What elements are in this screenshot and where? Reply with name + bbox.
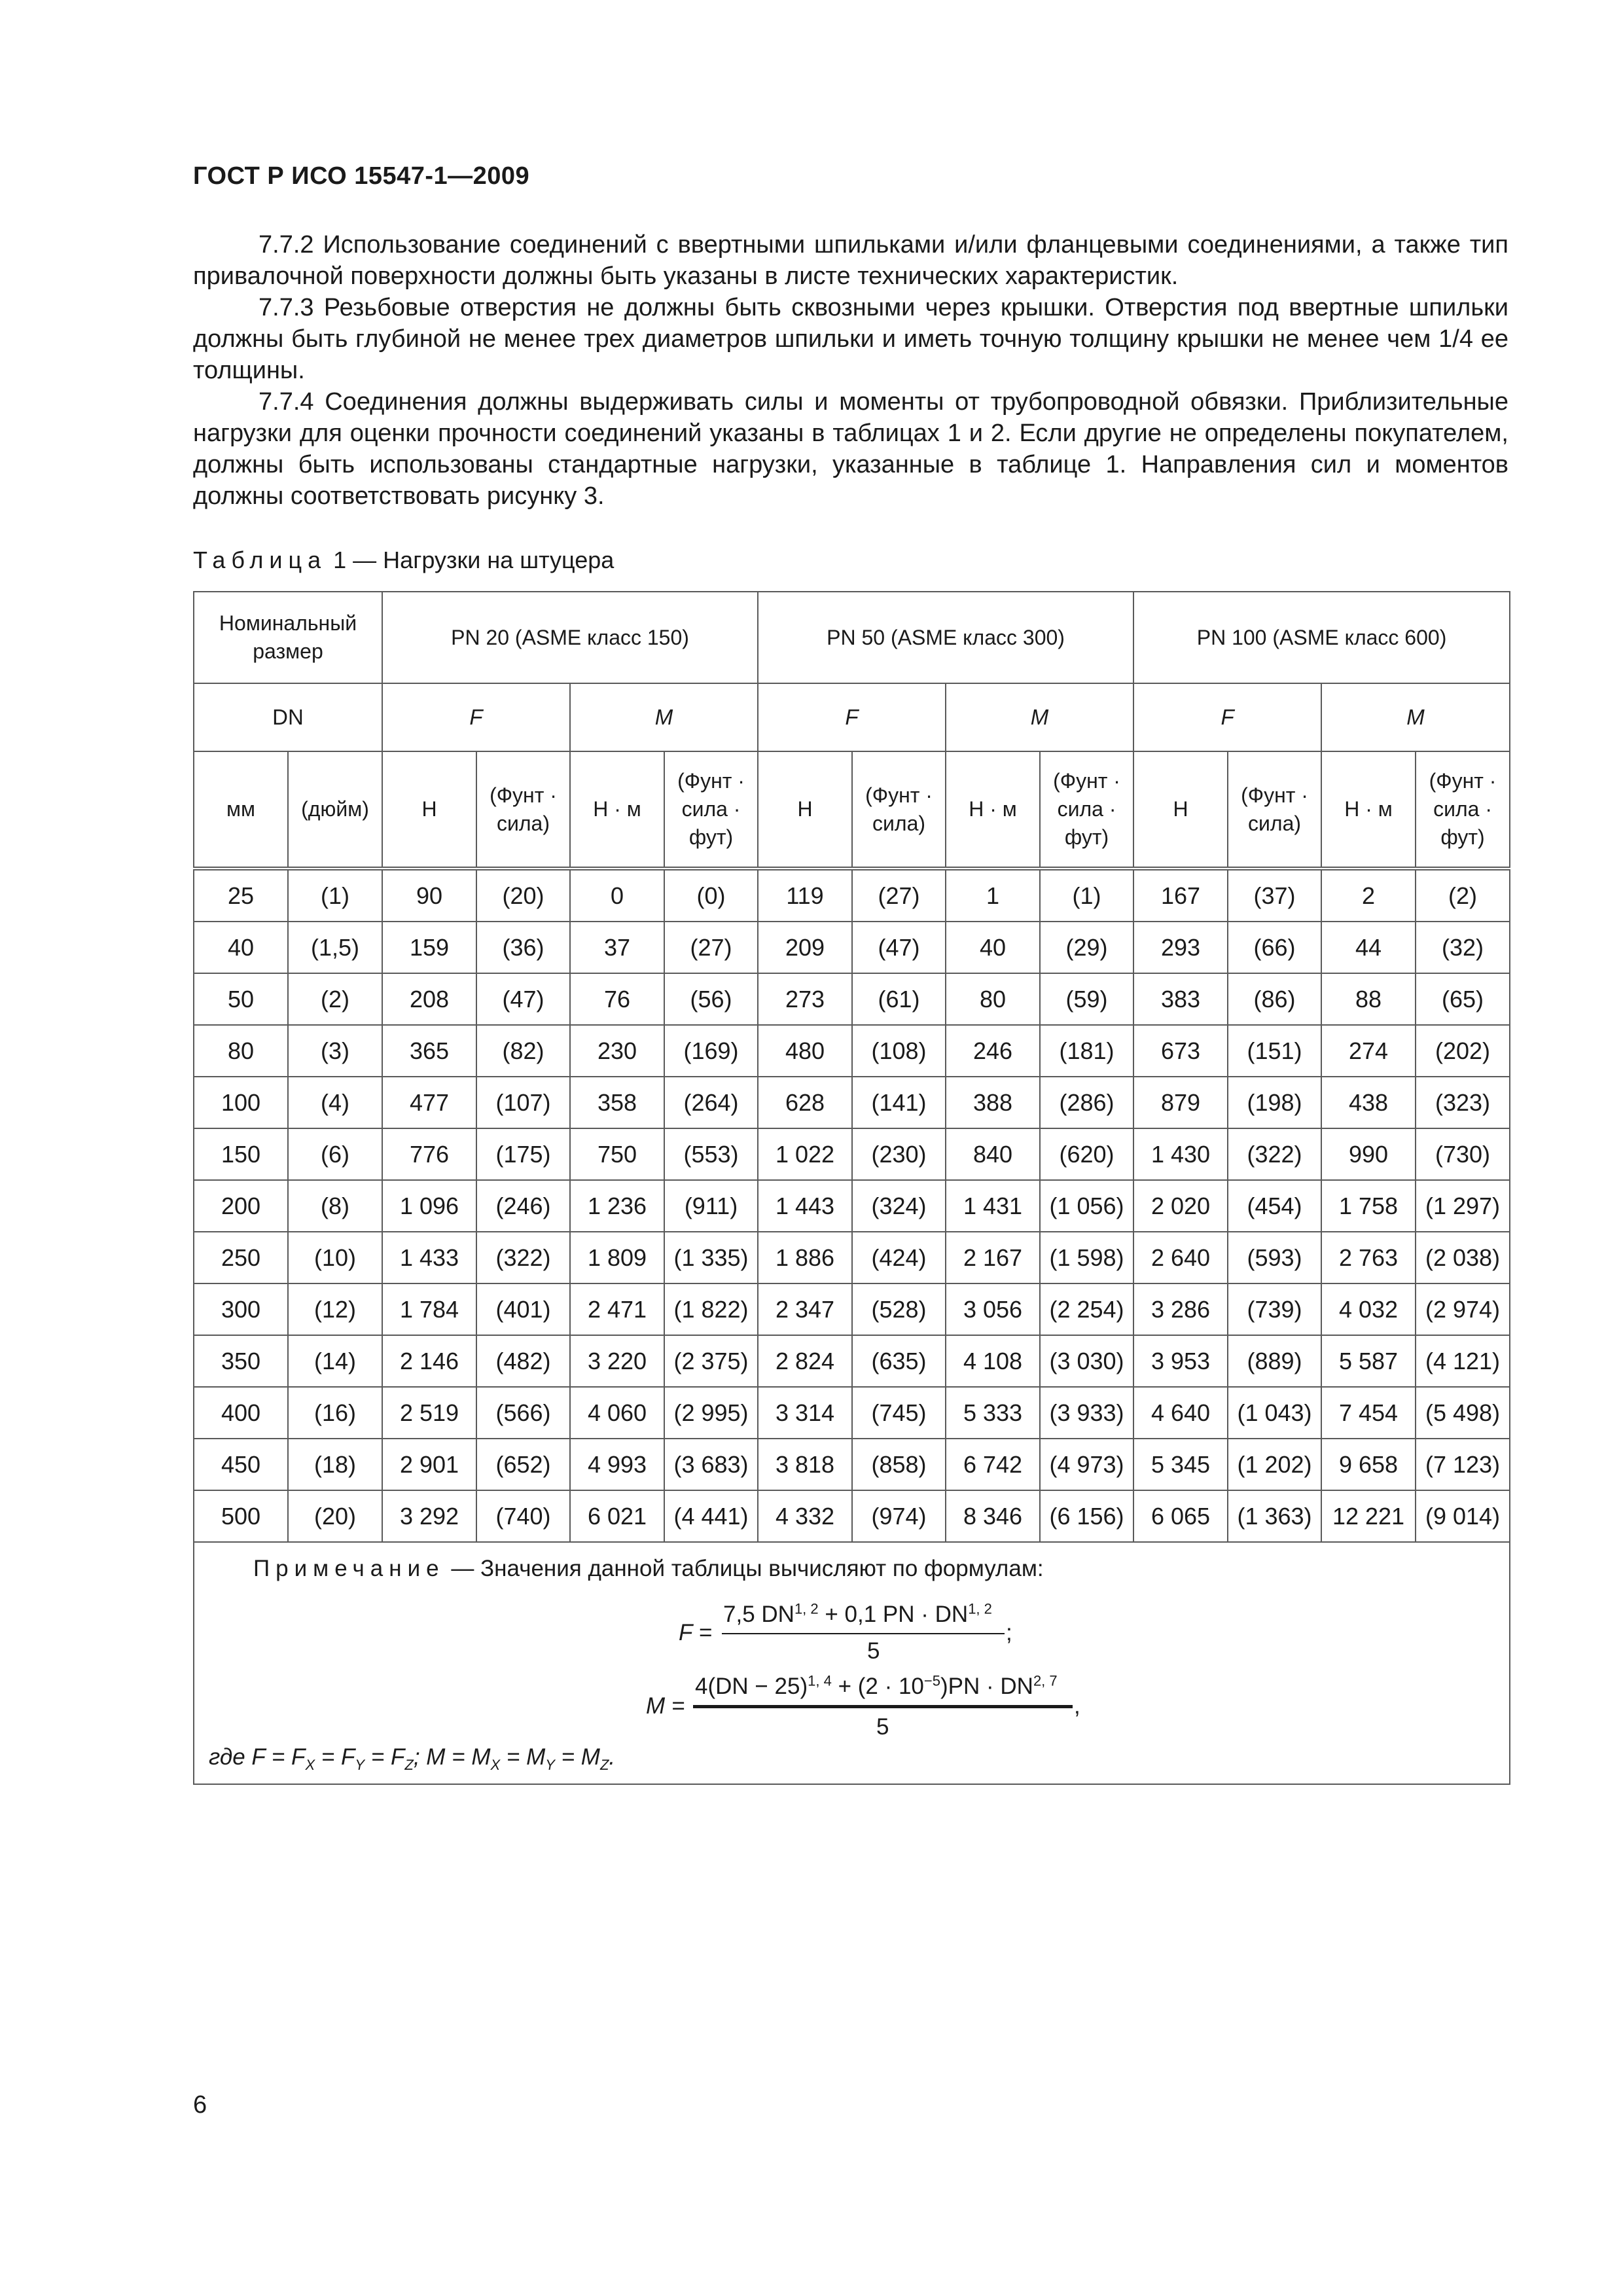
table-cell: 1 758 xyxy=(1321,1180,1416,1232)
table-cell: 3 953 xyxy=(1133,1335,1228,1387)
table-cell: (745) xyxy=(852,1387,946,1439)
table-cell: (322) xyxy=(476,1232,570,1283)
table-cell: (7 123) xyxy=(1416,1439,1510,1490)
table-cell: (3 030) xyxy=(1040,1335,1133,1387)
table-cell: 9 658 xyxy=(1321,1439,1416,1490)
table-cell: (324) xyxy=(852,1180,946,1232)
table-caption-title: 1 — Нагрузки на штуцера xyxy=(327,547,615,573)
table-cell: (858) xyxy=(852,1439,946,1490)
header-unit-cell: (дюйм) xyxy=(288,751,382,869)
formula-m-term-c: )PN · DN xyxy=(940,1674,1033,1699)
note-text: — Значения данной таблицы вычисляют по формулам: xyxy=(444,1556,1044,1581)
table-row xyxy=(194,1128,1510,1180)
table-cell: (141) xyxy=(852,1077,946,1128)
table-cell: (2 995) xyxy=(664,1387,758,1439)
table-cell: (1 598) xyxy=(1040,1232,1133,1283)
table-cell: (620) xyxy=(1040,1128,1133,1180)
table-cell: 293 xyxy=(1133,922,1228,973)
table-cell: (1,5) xyxy=(288,922,382,973)
table-cell: (1 335) xyxy=(664,1232,758,1283)
formula-m-exp-b: −5 xyxy=(923,1672,940,1689)
table-cell: (3 933) xyxy=(1040,1387,1133,1439)
formula-f-numerator xyxy=(723,1602,992,1628)
header-unit-cell: Н · м xyxy=(1321,751,1416,869)
table-cell: 1 096 xyxy=(382,1180,476,1232)
table-cell: 1 022 xyxy=(758,1128,852,1180)
table-cell: (4 973) xyxy=(1040,1439,1133,1490)
table-cell: 4 332 xyxy=(758,1490,852,1542)
table-cell: 1 443 xyxy=(758,1180,852,1232)
table-cell: 2 901 xyxy=(382,1439,476,1490)
table-cell: (175) xyxy=(476,1128,570,1180)
table-cell: 2 824 xyxy=(758,1335,852,1387)
table-cell: 4 640 xyxy=(1133,1387,1228,1439)
table-cell: 2 020 xyxy=(1133,1180,1228,1232)
table-cell: 1 236 xyxy=(570,1180,664,1232)
table-cell: 150 xyxy=(194,1128,288,1180)
table-cell: 879 xyxy=(1133,1077,1228,1128)
table-cell: 5 587 xyxy=(1321,1335,1416,1387)
table-cell: 3 292 xyxy=(382,1490,476,1542)
table-cell: (454) xyxy=(1228,1180,1321,1232)
table-cell: (36) xyxy=(476,922,570,973)
table-cell: (3 683) xyxy=(664,1439,758,1490)
table-cell: 7 454 xyxy=(1321,1387,1416,1439)
table-cell: 500 xyxy=(194,1490,288,1542)
table-cell: (1 202) xyxy=(1228,1439,1321,1490)
table-cell: (10) xyxy=(288,1232,382,1283)
table-cell: 273 xyxy=(758,973,852,1025)
table-cell: (47) xyxy=(476,973,570,1025)
table-caption-prefix: Таблица xyxy=(193,547,327,573)
table-cell: 1 886 xyxy=(758,1232,852,1283)
formula-f-term-b: + 0,1 PN · DN xyxy=(818,1602,969,1627)
table-cell: (4) xyxy=(288,1077,382,1128)
table-cell: 2 763 xyxy=(1321,1232,1416,1283)
table-cell: 40 xyxy=(946,922,1040,973)
table-cell: 1 430 xyxy=(1133,1128,1228,1180)
table-cell: (151) xyxy=(1228,1025,1321,1077)
header-pn50-moment: M xyxy=(946,683,1133,751)
table-cell: 750 xyxy=(570,1128,664,1180)
table-cell: (2 375) xyxy=(664,1335,758,1387)
formula-f-fraction-bar xyxy=(722,1633,1005,1634)
header-unit-cell: (Фунт · сила · фут) xyxy=(664,751,758,869)
header-unit-cell: (Фунт · сила · фут) xyxy=(1416,751,1510,869)
table-header-row-2 xyxy=(194,683,1510,751)
table-cell: 776 xyxy=(382,1128,476,1180)
table-cell: (20) xyxy=(476,869,570,922)
note-title xyxy=(253,1556,1044,1582)
table-cell: 3 286 xyxy=(1133,1283,1228,1335)
table-cell: 450 xyxy=(194,1439,288,1490)
table-cell: (18) xyxy=(288,1439,382,1490)
table-cell: (1) xyxy=(1040,869,1133,922)
header-pn100-moment: M xyxy=(1321,683,1510,751)
document-header: ГОСТ Р ИСО 15547-1—2009 xyxy=(193,162,530,190)
table-cell: 6 021 xyxy=(570,1490,664,1542)
table-cell: 90 xyxy=(382,869,476,922)
table-cell: 5 345 xyxy=(1133,1439,1228,1490)
table-row xyxy=(194,1335,1510,1387)
table-cell: (264) xyxy=(664,1077,758,1128)
table-cell: 159 xyxy=(382,922,476,973)
table-cell: 2 146 xyxy=(382,1335,476,1387)
formula-f-exp-a: 1, 2 xyxy=(794,1600,819,1617)
table-cell: (82) xyxy=(476,1025,570,1077)
note-label: Примечание xyxy=(253,1556,445,1581)
paragraph-7-7-2: 7.7.2 Использование соединений с ввертными шпильками и/или фланцевыми соединениями, а также тип привалочной поверхности должны быть указаны в листе технических характеристик. xyxy=(193,231,1508,290)
table-cell: 6 742 xyxy=(946,1439,1040,1490)
table-cell: 4 993 xyxy=(570,1439,664,1490)
table-row xyxy=(194,869,1510,922)
table-cell: (2 038) xyxy=(1416,1232,1510,1283)
table-cell: (6 156) xyxy=(1040,1490,1133,1542)
formula-f-exp-b: 1, 2 xyxy=(968,1600,992,1617)
table-cell: 300 xyxy=(194,1283,288,1335)
table-cell: (59) xyxy=(1040,973,1133,1025)
table-row xyxy=(194,1180,1510,1232)
formula-f-term-a: 7,5 DN xyxy=(723,1602,794,1627)
paragraph-7-7-3: 7.7.3 Резьбовые отверстия не должны быть сквозными через крышки. Отверстия под ввертные шпильки должны быть глубиной не менее трех диаметров шпильки и иметь точную толщину крышки не менее чем 1/4 ее толщины. xyxy=(193,294,1508,384)
table-cell: 76 xyxy=(570,973,664,1025)
table-cell: (37) xyxy=(1228,869,1321,922)
table-cell: (740) xyxy=(476,1490,570,1542)
table-row xyxy=(194,1025,1510,1077)
table-cell: (4 441) xyxy=(664,1490,758,1542)
table-cell: 246 xyxy=(946,1025,1040,1077)
table-cell: (889) xyxy=(1228,1335,1321,1387)
table-row xyxy=(194,1232,1510,1283)
table-cell: (29) xyxy=(1040,922,1133,973)
table-cell: (47) xyxy=(852,922,946,973)
formula-m-denominator: 5 xyxy=(876,1714,889,1740)
table-cell: (107) xyxy=(476,1077,570,1128)
table-cell: (635) xyxy=(852,1335,946,1387)
table-cell: (61) xyxy=(852,973,946,1025)
header-pn20-force: F xyxy=(382,683,570,751)
table-cell: 2 167 xyxy=(946,1232,1040,1283)
table-caption xyxy=(193,547,614,574)
table-cell: (198) xyxy=(1228,1077,1321,1128)
table-cell: 3 818 xyxy=(758,1439,852,1490)
table-cell: 100 xyxy=(194,1077,288,1128)
header-unit-cell: (Фунт · сила) xyxy=(1228,751,1321,869)
header-unit-cell: Н xyxy=(758,751,852,869)
formula-m-term-a: 4(DN − 25) xyxy=(695,1674,808,1699)
header-pn20: PN 20 (ASME класс 150) xyxy=(382,592,758,683)
table-row xyxy=(194,1387,1510,1439)
table-header-units-row xyxy=(194,751,1510,869)
table-body xyxy=(194,869,1510,1542)
formula-f-denominator: 5 xyxy=(867,1638,880,1664)
table-cell: (108) xyxy=(852,1025,946,1077)
table-header-row-1 xyxy=(194,592,1510,683)
table-cell: 40 xyxy=(194,922,288,973)
table-row xyxy=(194,1490,1510,1542)
formula-m-fraction-bar xyxy=(693,1705,1073,1708)
table-cell: (566) xyxy=(476,1387,570,1439)
table-cell: 4 032 xyxy=(1321,1283,1416,1335)
table-cell: (911) xyxy=(664,1180,758,1232)
table-cell: (2 974) xyxy=(1416,1283,1510,1335)
table-cell: (482) xyxy=(476,1335,570,1387)
table-cell: 80 xyxy=(946,973,1040,1025)
table-row xyxy=(194,973,1510,1025)
table-cell: (0) xyxy=(664,869,758,922)
table-cell: 3 220 xyxy=(570,1335,664,1387)
table-cell: 365 xyxy=(382,1025,476,1077)
formula-m-numerator xyxy=(695,1674,1058,1700)
paragraph-7-7-4: 7.7.4 Соединения должны выдерживать силы и моменты от трубопроводной обвязки. Приблизительные нагрузки для оценки прочности соединений указаны в таблицах 1 и 2. Если другие не определены покупателем, должны быть использованы стандартные нагрузки, указанные в таблице 1. Направления сил и моментов должны соответствовать рисунку 3. xyxy=(193,388,1508,510)
table-cell: (739) xyxy=(1228,1283,1321,1335)
formula-f-lhs: F = xyxy=(679,1620,712,1645)
table-cell: 990 xyxy=(1321,1128,1416,1180)
page-number: 6 xyxy=(193,2091,207,2119)
table-cell: 2 347 xyxy=(758,1283,852,1335)
table-cell: 1 784 xyxy=(382,1283,476,1335)
table-cell: (730) xyxy=(1416,1128,1510,1180)
table-cell: (2) xyxy=(288,973,382,1025)
table-cell: 673 xyxy=(1133,1025,1228,1077)
table-cell: 25 xyxy=(194,869,288,922)
table-cell: 208 xyxy=(382,973,476,1025)
table-cell: (1 363) xyxy=(1228,1490,1321,1542)
table-cell: 250 xyxy=(194,1232,288,1283)
table-cell: 1 433 xyxy=(382,1232,476,1283)
table-cell: 3 314 xyxy=(758,1387,852,1439)
table-cell: (56) xyxy=(664,973,758,1025)
formula-m-lhs: M = xyxy=(646,1693,685,1719)
table-cell: (286) xyxy=(1040,1077,1133,1128)
table-row xyxy=(194,1283,1510,1335)
table-cell: (528) xyxy=(852,1283,946,1335)
table-cell: (27) xyxy=(664,922,758,973)
header-pn20-moment: M xyxy=(570,683,758,751)
table-cell: (553) xyxy=(664,1128,758,1180)
table-cell: 37 xyxy=(570,922,664,973)
table-cell: (5 498) xyxy=(1416,1387,1510,1439)
table-cell: (4 121) xyxy=(1416,1335,1510,1387)
table-cell: (593) xyxy=(1228,1232,1321,1283)
table-cell: 4 108 xyxy=(946,1335,1040,1387)
table-cell: (652) xyxy=(476,1439,570,1490)
table-cell: 2 519 xyxy=(382,1387,476,1439)
table-cell: 2 471 xyxy=(570,1283,664,1335)
table-cell: 2 640 xyxy=(1133,1232,1228,1283)
table-cell: 388 xyxy=(946,1077,1040,1128)
table-cell: (27) xyxy=(852,869,946,922)
table-cell: (1 056) xyxy=(1040,1180,1133,1232)
table-cell: (1 043) xyxy=(1228,1387,1321,1439)
header-pn100-force: F xyxy=(1133,683,1321,751)
table-cell: 0 xyxy=(570,869,664,922)
table-cell: (2) xyxy=(1416,869,1510,922)
header-unit-cell: Н · м xyxy=(946,751,1040,869)
table-cell: (181) xyxy=(1040,1025,1133,1077)
table-cell: (16) xyxy=(288,1387,382,1439)
table-cell: 200 xyxy=(194,1180,288,1232)
table-cell: 477 xyxy=(382,1077,476,1128)
table-cell: (20) xyxy=(288,1490,382,1542)
table-cell: 5 333 xyxy=(946,1387,1040,1439)
table-cell: 8 346 xyxy=(946,1490,1040,1542)
table-cell: 358 xyxy=(570,1077,664,1128)
table-cell: 383 xyxy=(1133,973,1228,1025)
table-cell: 209 xyxy=(758,922,852,973)
note-where-clause: где $F = F_X = F_Y = F_Z$; $M = M_X = M_Y = M_Z$. xyxy=(209,1744,616,1773)
table-row xyxy=(194,922,1510,973)
table-row xyxy=(194,1077,1510,1128)
formula-f-end: ; xyxy=(1006,1620,1012,1645)
header-unit-cell: мм xyxy=(194,751,288,869)
table-cell: 628 xyxy=(758,1077,852,1128)
table-cell: 4 060 xyxy=(570,1387,664,1439)
table-cell: (2 254) xyxy=(1040,1283,1133,1335)
table-cell: 840 xyxy=(946,1128,1040,1180)
table-cell: (323) xyxy=(1416,1077,1510,1128)
header-pn50-force: F xyxy=(758,683,946,751)
table-cell: (1 297) xyxy=(1416,1180,1510,1232)
body-text xyxy=(193,229,1508,512)
table-cell: 2 xyxy=(1321,869,1416,922)
table-cell: (14) xyxy=(288,1335,382,1387)
table-cell: (32) xyxy=(1416,922,1510,973)
table-cell: 50 xyxy=(194,973,288,1025)
table-cell: 44 xyxy=(1321,922,1416,973)
table-cell: 12 221 xyxy=(1321,1490,1416,1542)
table-cell: (65) xyxy=(1416,973,1510,1025)
table-cell: (9 014) xyxy=(1416,1490,1510,1542)
table-cell: (424) xyxy=(852,1232,946,1283)
header-unit-cell: (Фунт · сила) xyxy=(476,751,570,869)
table-cell: (6) xyxy=(288,1128,382,1180)
table-cell: 3 056 xyxy=(946,1283,1040,1335)
table-cell: 274 xyxy=(1321,1025,1416,1077)
header-unit-cell: Н xyxy=(1133,751,1228,869)
table-cell: 1 xyxy=(946,869,1040,922)
table-cell: (974) xyxy=(852,1490,946,1542)
header-unit-cell: (Фунт · сила) xyxy=(852,751,946,869)
table-cell: 350 xyxy=(194,1335,288,1387)
table-cell: 400 xyxy=(194,1387,288,1439)
table-note xyxy=(194,1542,1510,1784)
formula-m-end: , xyxy=(1074,1693,1080,1719)
table-cell: (1) xyxy=(288,869,382,922)
table-cell: (169) xyxy=(664,1025,758,1077)
table-cell: 119 xyxy=(758,869,852,922)
header-pn50: PN 50 (ASME класс 300) xyxy=(758,592,1133,683)
table-cell: (3) xyxy=(288,1025,382,1077)
header-unit-cell: Н xyxy=(382,751,476,869)
table-cell: (202) xyxy=(1416,1025,1510,1077)
table-cell: (86) xyxy=(1228,973,1321,1025)
formula-m-exp-c: 2, 7 xyxy=(1033,1672,1058,1689)
table-cell: 438 xyxy=(1321,1077,1416,1128)
table-cell: (401) xyxy=(476,1283,570,1335)
table-cell: 1 809 xyxy=(570,1232,664,1283)
table-cell: 480 xyxy=(758,1025,852,1077)
table-cell: 167 xyxy=(1133,869,1228,922)
table-cell: 6 065 xyxy=(1133,1490,1228,1542)
table-cell: (322) xyxy=(1228,1128,1321,1180)
table-cell: 88 xyxy=(1321,973,1416,1025)
header-dn: DN xyxy=(194,683,382,751)
header-nominal-size: Номинальный размер xyxy=(194,592,382,683)
table-cell: 230 xyxy=(570,1025,664,1077)
table-row xyxy=(194,1439,1510,1490)
table-cell: (12) xyxy=(288,1283,382,1335)
header-unit-cell: (Фунт · сила · фут) xyxy=(1040,751,1133,869)
header-pn100: PN 100 (ASME класс 600) xyxy=(1133,592,1510,683)
formula-m-term-b: + (2 · 10 xyxy=(831,1674,924,1699)
formula-m-exp-a: 1, 4 xyxy=(808,1672,832,1689)
table-cell: 1 431 xyxy=(946,1180,1040,1232)
header-unit-cell: Н · м xyxy=(570,751,664,869)
table-cell: 80 xyxy=(194,1025,288,1077)
loads-table xyxy=(193,591,1510,1785)
table-cell: (8) xyxy=(288,1180,382,1232)
table-cell: (66) xyxy=(1228,922,1321,973)
table-cell: (1 822) xyxy=(664,1283,758,1335)
table-cell: (246) xyxy=(476,1180,570,1232)
table-cell: (230) xyxy=(852,1128,946,1180)
